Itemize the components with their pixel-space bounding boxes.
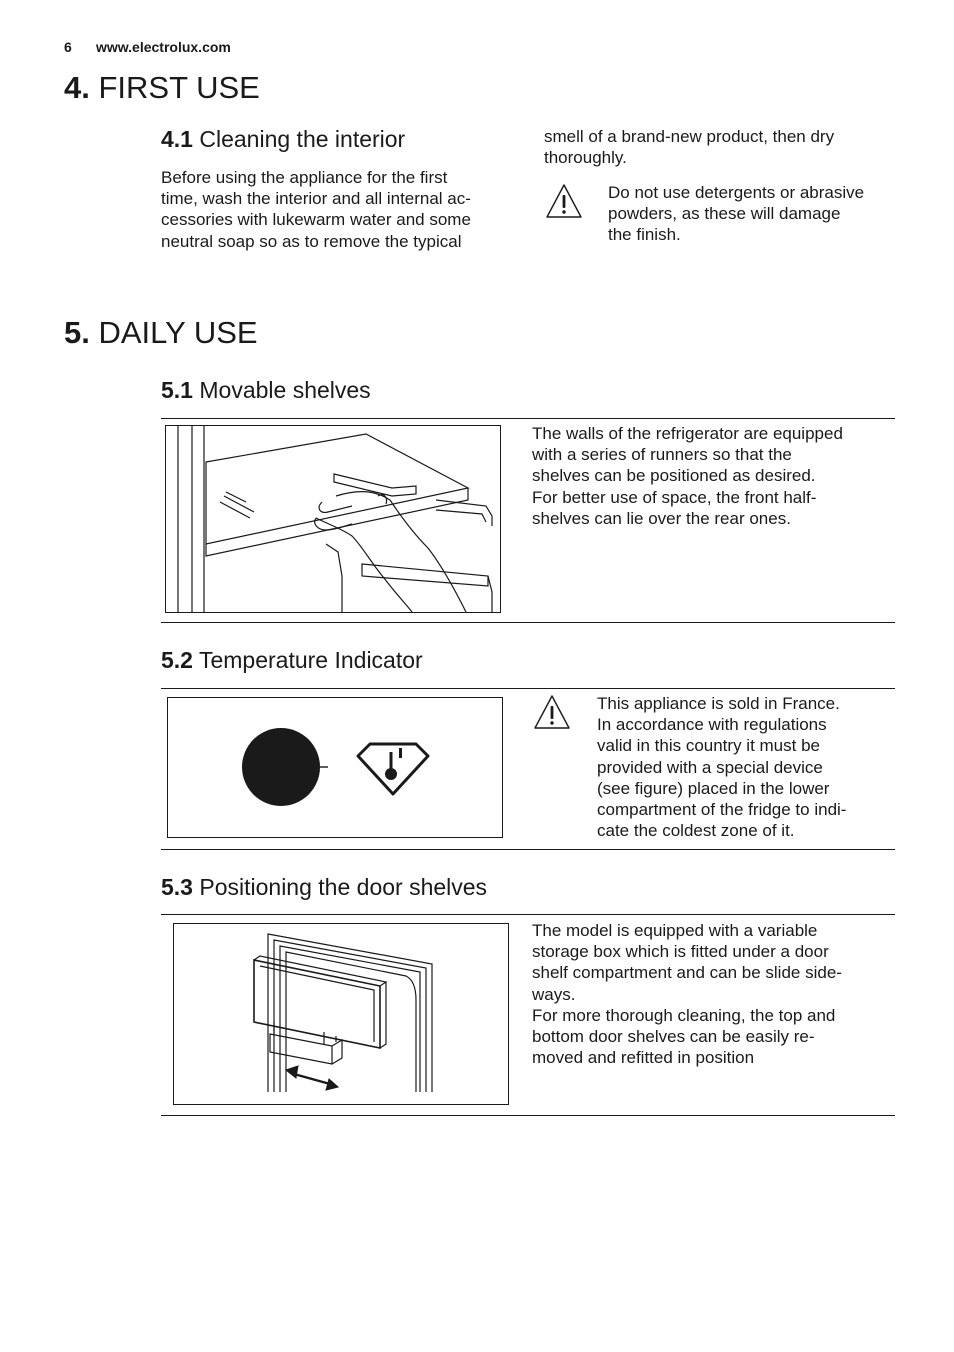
text-line: cate the coldest zone of it. [597, 821, 795, 841]
divider [161, 914, 895, 915]
text-line: (see figure) placed in the lower [597, 778, 830, 798]
page-number: 6 [64, 39, 72, 55]
subsection-number: 5.1 [161, 377, 193, 403]
text-line: provided with a special device [597, 757, 823, 777]
section-4-title [64, 70, 260, 106]
cleaning-text-col1 [161, 167, 521, 252]
text-line: Before using the appliance for the first [161, 168, 448, 187]
temperature-indicator-text [597, 693, 897, 841]
text-line: neutral soap so as to remove the typical [161, 231, 462, 251]
text-line: For better use of space, the front half- [532, 487, 817, 507]
warning-text [608, 182, 908, 246]
text-line: ways. [532, 984, 576, 1004]
text-line: smell of a brand-new product, then dry [544, 127, 835, 146]
text-line: with a series of runners so that the [532, 445, 792, 465]
section-title-text: DAILY USE [98, 315, 258, 350]
divider [161, 1115, 895, 1116]
subsection-5-3-title [161, 873, 487, 901]
text-line: For more thorough cleaning, the top and [532, 1005, 836, 1025]
section-number: 4. [64, 70, 90, 105]
subsection-title-text: Positioning the door shelves [199, 874, 488, 900]
double-arrow-icon [286, 1066, 338, 1090]
text-line: Do not use detergents or abrasive [608, 183, 865, 202]
text-line: thoroughly. [544, 148, 627, 168]
divider [161, 849, 895, 850]
subsection-5-2-title [161, 646, 423, 674]
text-line: shelf compartment and can be slide side- [532, 963, 842, 983]
section-title-text: FIRST USE [98, 70, 260, 105]
website-url[interactable]: www.electrolux.com [96, 39, 231, 55]
indicator-dot [242, 728, 320, 806]
text-line: In accordance with regulations [597, 715, 827, 735]
subsection-4-1-title [161, 125, 405, 153]
cleaning-text-col2 [544, 126, 904, 168]
door-shelves-text [532, 920, 894, 1068]
text-line: cessories with lukewarm water and some [161, 210, 471, 230]
text-line: moved and refitted in position [532, 1048, 755, 1068]
text-line: The walls of the refrigerator are equipped [532, 424, 843, 443]
text-line: This appliance is sold in France. [597, 694, 840, 713]
text-line: valid in this country it must be [597, 736, 820, 756]
subsection-title-text: Movable shelves [199, 377, 371, 403]
subsection-number: 5.3 [161, 874, 193, 900]
divider [161, 688, 895, 689]
divider [161, 622, 895, 623]
door-shelves-illustration [173, 923, 509, 1105]
text-line: compartment of the fridge to indi- [597, 800, 847, 820]
subsection-number: 5.2 [161, 647, 193, 673]
text-line: bottom door shelves can be easily re- [532, 1027, 815, 1047]
subsection-number: 4.1 [161, 126, 193, 152]
text-line: The model is equipped with a variable [532, 921, 818, 940]
shelves-text [532, 423, 894, 529]
text-line: shelves can lie over the rear ones. [532, 508, 791, 528]
subsection-title-text: Temperature Indicator [198, 647, 423, 673]
warning-triangle-icon [532, 693, 572, 733]
text-line: powders, as these will damage [608, 204, 841, 224]
text-line: the finish. [608, 225, 681, 245]
text-line: shelves can be positioned as desired. [532, 466, 816, 486]
text-line: time, wash the interior and all internal ac- [161, 189, 471, 209]
section-5-title [64, 315, 258, 351]
warning-triangle-icon [544, 182, 584, 222]
temperature-indicator-illustration [167, 697, 503, 838]
text-line: storage box which is fitted under a door [532, 942, 829, 962]
section-number: 5. [64, 315, 90, 350]
subsection-5-1-title [161, 376, 371, 404]
divider [161, 418, 895, 419]
subsection-title-text: Cleaning the interior [199, 126, 406, 152]
shelf-illustration [165, 425, 501, 613]
